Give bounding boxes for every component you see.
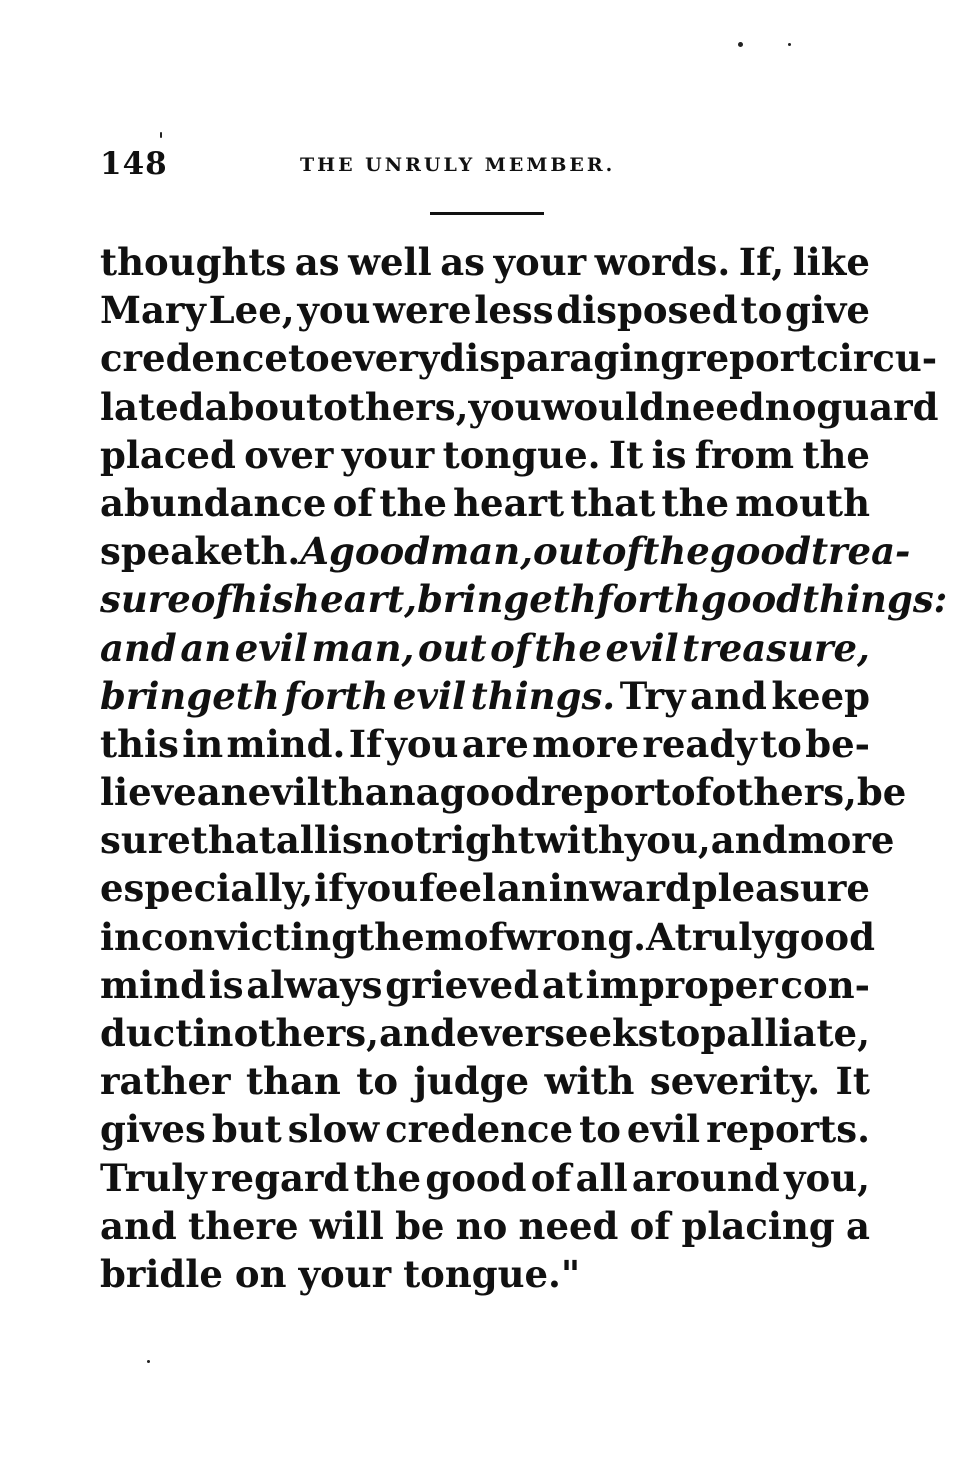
word: others, bbox=[323, 384, 469, 429]
text-line bbox=[100, 961, 870, 1009]
word: If bbox=[348, 721, 382, 766]
word: would bbox=[541, 384, 665, 429]
word: sure bbox=[100, 577, 191, 622]
word: ever bbox=[455, 1011, 544, 1055]
word: feel bbox=[419, 866, 497, 911]
word: mind bbox=[100, 962, 206, 1007]
word: from bbox=[694, 432, 795, 477]
print-speck bbox=[738, 42, 743, 47]
word: things. bbox=[470, 673, 616, 718]
word: around bbox=[631, 1155, 780, 1200]
word: rather bbox=[100, 1059, 231, 1104]
text-line bbox=[100, 672, 870, 720]
word: palliate, bbox=[700, 1011, 870, 1055]
word: your bbox=[341, 432, 435, 477]
word: all bbox=[275, 818, 328, 863]
word: no bbox=[455, 1203, 508, 1248]
word: and bbox=[100, 625, 177, 670]
word: and bbox=[710, 818, 788, 863]
word: to bbox=[658, 1011, 701, 1055]
word: good bbox=[439, 770, 541, 815]
word: circu- bbox=[816, 336, 938, 381]
word: the bbox=[534, 625, 602, 670]
word: lieve bbox=[100, 770, 197, 815]
word: every bbox=[329, 336, 440, 381]
word: you bbox=[345, 866, 419, 911]
word: not bbox=[362, 818, 432, 863]
word: credence bbox=[385, 1107, 574, 1152]
word: bringeth bbox=[100, 673, 280, 718]
word: out bbox=[533, 529, 602, 574]
word: things: bbox=[802, 577, 948, 622]
word: in bbox=[192, 1011, 234, 1055]
word: mind. bbox=[226, 721, 346, 766]
text-line bbox=[100, 864, 870, 912]
word: heart, bbox=[293, 577, 418, 622]
word: that bbox=[570, 480, 656, 525]
word: seeks bbox=[544, 1011, 659, 1055]
word: others, bbox=[711, 770, 857, 815]
word: evil bbox=[626, 1107, 701, 1152]
word: and bbox=[690, 673, 767, 718]
word: truly bbox=[674, 914, 774, 959]
word: as bbox=[294, 240, 340, 284]
word: you, bbox=[624, 818, 711, 863]
page-number: 148 bbox=[100, 146, 168, 182]
word: lated bbox=[100, 384, 205, 429]
word: reports. bbox=[706, 1107, 870, 1152]
word: the bbox=[802, 432, 870, 477]
word: with bbox=[544, 1059, 635, 1104]
word: good bbox=[700, 577, 802, 622]
text-line bbox=[100, 238, 870, 286]
word: you bbox=[468, 384, 542, 429]
word: guard bbox=[816, 384, 939, 429]
word: to bbox=[356, 1059, 399, 1104]
word: give bbox=[784, 288, 870, 333]
text-line bbox=[100, 720, 870, 768]
word: a bbox=[845, 1203, 870, 1248]
word: them bbox=[357, 914, 464, 959]
word: of bbox=[670, 770, 712, 815]
text-line bbox=[100, 383, 939, 431]
word: out bbox=[417, 625, 487, 670]
word: disparaging bbox=[439, 336, 687, 381]
word: judge bbox=[413, 1059, 530, 1104]
word: placing bbox=[681, 1203, 835, 1248]
body-text bbox=[100, 238, 948, 1298]
word: Try bbox=[619, 673, 686, 718]
word: Lee, bbox=[208, 288, 295, 333]
word: an bbox=[180, 625, 232, 670]
word: of bbox=[629, 1203, 671, 1248]
text-line bbox=[100, 479, 870, 527]
word: your bbox=[298, 1251, 392, 1296]
word: to bbox=[579, 1107, 621, 1152]
word: you bbox=[297, 288, 371, 333]
word: is bbox=[327, 818, 363, 863]
word: evil bbox=[234, 625, 308, 670]
word: evil bbox=[247, 770, 321, 815]
word: bridle bbox=[100, 1251, 223, 1296]
word: credence bbox=[100, 336, 288, 381]
word: of bbox=[463, 914, 505, 959]
word: you bbox=[385, 721, 459, 766]
text-line bbox=[100, 624, 870, 672]
word: Truly bbox=[100, 1155, 207, 1200]
text-line bbox=[100, 286, 870, 334]
word: of bbox=[530, 1155, 572, 1200]
word: A bbox=[646, 914, 675, 959]
word: of bbox=[490, 625, 531, 670]
word: than bbox=[245, 1059, 341, 1104]
word: It bbox=[835, 1059, 870, 1104]
word: were bbox=[373, 288, 472, 333]
word: man, bbox=[430, 529, 534, 574]
text-line bbox=[100, 527, 911, 575]
word: good bbox=[709, 529, 811, 574]
word: in bbox=[182, 721, 224, 766]
word: all bbox=[575, 1155, 628, 1200]
word: if bbox=[314, 866, 345, 911]
word: of bbox=[601, 529, 643, 574]
word: of bbox=[332, 480, 374, 525]
word: well bbox=[348, 240, 432, 284]
word: with bbox=[534, 818, 625, 863]
word: forth bbox=[596, 577, 701, 622]
word: report bbox=[686, 336, 817, 381]
word: slow bbox=[287, 1107, 380, 1152]
word: a bbox=[415, 770, 440, 815]
text-line bbox=[100, 1009, 870, 1057]
word: regard bbox=[211, 1155, 350, 1200]
text-line bbox=[100, 816, 895, 864]
word: grieved bbox=[385, 962, 540, 1007]
word: convicting bbox=[140, 914, 358, 959]
word: to bbox=[760, 721, 802, 766]
word: in bbox=[100, 914, 141, 959]
word: about bbox=[204, 384, 324, 429]
word: inward bbox=[548, 866, 691, 911]
word: gives bbox=[100, 1107, 206, 1152]
word: more bbox=[787, 818, 895, 863]
word: evil bbox=[392, 673, 467, 718]
word: disposed bbox=[556, 288, 738, 333]
word: to bbox=[287, 336, 330, 381]
word: is bbox=[651, 432, 687, 477]
word: are bbox=[461, 721, 529, 766]
word: forth bbox=[284, 673, 389, 718]
word: no bbox=[764, 384, 817, 429]
word: man, bbox=[311, 625, 415, 670]
text-line bbox=[100, 913, 875, 961]
word: that bbox=[190, 818, 276, 863]
word: thoughts bbox=[100, 240, 287, 284]
word: there bbox=[187, 1203, 299, 1248]
running-head: THE UNRULY MEMBER. bbox=[300, 154, 616, 176]
word: placed bbox=[100, 432, 236, 477]
word: of bbox=[190, 577, 232, 622]
word: evil bbox=[605, 625, 679, 670]
word: especially, bbox=[100, 866, 314, 911]
word: his bbox=[231, 577, 294, 622]
word: is bbox=[208, 962, 244, 1007]
word: right bbox=[431, 818, 535, 863]
word: tongue. bbox=[442, 432, 601, 477]
word: the bbox=[353, 1155, 422, 1200]
word: sure bbox=[100, 818, 191, 863]
page-header bbox=[100, 146, 870, 186]
word: bringeth bbox=[417, 577, 597, 622]
word: over bbox=[244, 432, 334, 477]
word: the bbox=[661, 480, 730, 525]
word: A bbox=[300, 529, 329, 574]
word: con- bbox=[780, 962, 870, 1007]
word: others, bbox=[233, 1011, 379, 1055]
word: severity. bbox=[649, 1059, 821, 1104]
word: words. bbox=[594, 240, 731, 284]
word: will bbox=[309, 1203, 384, 1248]
text-line bbox=[100, 575, 948, 623]
word: to bbox=[740, 288, 783, 333]
word: this bbox=[100, 721, 179, 766]
word: good bbox=[773, 914, 875, 959]
word: and bbox=[100, 1203, 177, 1248]
word: If, bbox=[738, 240, 785, 284]
print-speck bbox=[788, 43, 791, 46]
word: your bbox=[493, 240, 587, 284]
word: good bbox=[425, 1155, 527, 1200]
word: the bbox=[379, 480, 447, 525]
word: Mary bbox=[100, 288, 206, 333]
word: wrong. bbox=[504, 914, 647, 959]
text-line bbox=[100, 1057, 870, 1105]
word: be bbox=[395, 1203, 445, 1248]
word: like bbox=[792, 240, 870, 284]
text-line bbox=[100, 431, 870, 479]
header-rule bbox=[430, 212, 544, 215]
text-line bbox=[100, 1154, 870, 1202]
word: you, bbox=[783, 1155, 870, 1200]
word: pleasure bbox=[691, 866, 870, 911]
word: ready bbox=[642, 721, 757, 766]
word: tongue." bbox=[403, 1251, 581, 1296]
word: as bbox=[440, 240, 485, 284]
word: report bbox=[540, 770, 671, 815]
word: the bbox=[642, 529, 710, 574]
word: than bbox=[320, 770, 416, 815]
word: more bbox=[532, 721, 639, 766]
word: an bbox=[196, 770, 248, 815]
text-line bbox=[100, 334, 938, 382]
word: heart bbox=[453, 480, 565, 525]
word: always bbox=[246, 962, 383, 1007]
word: be- bbox=[805, 721, 870, 766]
word: mouth bbox=[735, 480, 870, 525]
text-line bbox=[100, 1105, 870, 1153]
word: an bbox=[496, 866, 548, 911]
word: keep bbox=[771, 673, 870, 718]
word: improper bbox=[585, 962, 778, 1007]
word: It bbox=[608, 432, 644, 477]
word: need bbox=[664, 384, 765, 429]
word: speaketh. bbox=[100, 529, 301, 574]
word: need bbox=[518, 1203, 619, 1248]
text-line bbox=[100, 1202, 870, 1250]
print-speck bbox=[147, 1360, 150, 1363]
word: treasure, bbox=[682, 625, 870, 670]
word: trea- bbox=[810, 529, 911, 574]
word: less bbox=[474, 288, 554, 333]
text-line bbox=[100, 768, 907, 816]
word: and bbox=[379, 1011, 456, 1055]
word: at bbox=[541, 962, 583, 1007]
word: on bbox=[234, 1251, 287, 1296]
text-line bbox=[100, 1250, 870, 1298]
word: good bbox=[329, 529, 431, 574]
word: be bbox=[856, 770, 907, 815]
word: duct bbox=[100, 1011, 193, 1055]
print-speck bbox=[160, 132, 162, 138]
word: but bbox=[211, 1107, 282, 1152]
word: abundance bbox=[100, 480, 327, 525]
